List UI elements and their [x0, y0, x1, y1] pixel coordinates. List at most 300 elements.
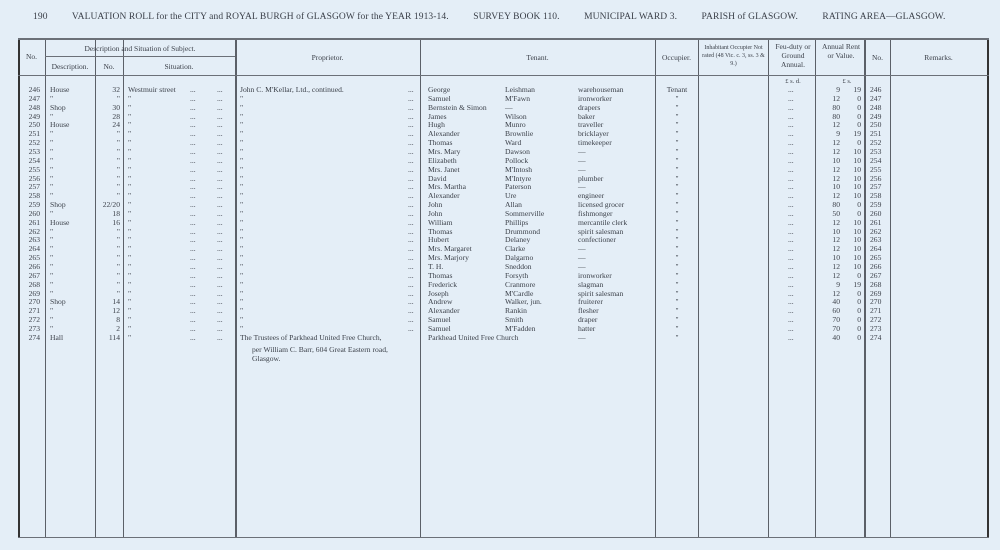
table-row [0, 227, 1000, 236]
situation-leader: ... [190, 270, 196, 280]
rent-pounds: 70 [832, 323, 840, 333]
row-number-right: 274 [870, 332, 882, 342]
tenant-surname: Walker, jun. [505, 297, 542, 307]
situation-leader: ... [217, 155, 223, 165]
house-number: " [116, 288, 120, 298]
row-number: 253 [28, 146, 40, 156]
rent-shillings: 0 [857, 111, 861, 121]
house-number: " [116, 270, 120, 280]
situation-leader: ... [217, 323, 223, 333]
occupier: " [675, 120, 679, 130]
table-row [0, 147, 1000, 156]
occupier: " [675, 253, 679, 263]
description: " [50, 226, 54, 236]
row-number: 274 [28, 332, 40, 342]
situation: " [128, 297, 132, 307]
tenant-surname: Paterson [505, 182, 532, 192]
tenant-first-name: Thomas [428, 138, 453, 148]
situation: " [128, 155, 132, 165]
feu-duty: ... [788, 138, 794, 148]
situation-leader: ... [190, 191, 196, 201]
proprietor: " [240, 191, 244, 201]
rent-shillings: 10 [853, 262, 861, 271]
tenant-surname: Dawson [505, 146, 530, 156]
tenant-occupation: — [578, 182, 586, 192]
table-row [0, 129, 1000, 138]
row-number: 271 [28, 306, 40, 316]
rent-pounds: 12 [832, 146, 840, 156]
proprietor: " [240, 208, 244, 218]
row-number: 249 [28, 111, 40, 121]
occupier: " [675, 332, 679, 342]
situation-leader: ... [190, 102, 196, 112]
table-row [0, 182, 1000, 191]
tenant-surname: Smith [505, 315, 524, 325]
header-no-right: No. [871, 53, 884, 62]
tenant-first-name: Hubert [428, 235, 450, 245]
situation-leader: ... [217, 182, 223, 192]
proprietor-leader: ... [408, 182, 414, 192]
tenant-occupation: fruiterer [578, 297, 603, 307]
proprietor-leader: ... [408, 306, 414, 316]
row-number-right: 255 [870, 164, 882, 174]
tenant-occupation: — [578, 146, 586, 156]
tenant-first-name: Mrs. Marjory [428, 253, 469, 263]
description: " [50, 262, 54, 271]
proprietor-leader: ... [408, 111, 414, 121]
row-number-right: 246 [870, 85, 882, 94]
tenant-first-name: Alexander [428, 129, 460, 139]
rent-pounds: 70 [832, 315, 840, 325]
row-number-right: 258 [870, 191, 882, 201]
page-number: 190 [33, 12, 48, 22]
situation: " [128, 129, 132, 139]
occupier: " [675, 315, 679, 325]
row-number: 255 [28, 164, 40, 174]
occupier: " [675, 270, 679, 280]
situation: " [128, 173, 132, 183]
proprietor-continuation-2: Glasgow. [252, 354, 281, 363]
situation-leader: ... [190, 306, 196, 316]
situation-leader: ... [190, 93, 196, 103]
page-header [33, 12, 967, 22]
situation: " [128, 244, 132, 254]
tenant-first-name: Alexander [428, 191, 460, 201]
row-number: 254 [28, 155, 40, 165]
description: " [50, 253, 54, 263]
rent-shillings: 0 [857, 323, 861, 333]
proprietor-leader: ... [408, 155, 414, 165]
situation-leader: ... [217, 279, 223, 289]
tenant-surname: M'Intosh [505, 164, 533, 174]
situation: " [128, 138, 132, 148]
rent-shillings: 0 [857, 270, 861, 280]
description: House [50, 120, 70, 130]
table-row [0, 324, 1000, 333]
situation-leader: ... [190, 315, 196, 325]
feu-duty: ... [788, 120, 794, 130]
proprietor-leader: ... [408, 253, 414, 263]
rent-pounds: 12 [832, 288, 840, 298]
proprietor: " [240, 306, 244, 316]
header-proprietor: Proprietor. [311, 53, 344, 62]
situation: " [128, 332, 132, 342]
proprietor: " [240, 120, 244, 130]
proprietor-leader: ... [408, 138, 414, 148]
rent-shillings: 10 [853, 253, 861, 263]
rent-shillings: 0 [857, 288, 861, 298]
situation: " [128, 111, 132, 121]
proprietor: " [240, 146, 244, 156]
rent-pounds: 9 [836, 279, 840, 289]
rent-pounds: 12 [832, 244, 840, 254]
occupier: " [675, 173, 679, 183]
feu-duty: ... [788, 315, 794, 325]
house-number: 12 [112, 306, 120, 316]
feu-duty: ... [788, 85, 794, 94]
situation: Westmuir street [128, 85, 176, 94]
situation: " [128, 270, 132, 280]
feu-duty: ... [788, 208, 794, 218]
row-number: 247 [28, 93, 40, 103]
feu-duty: ... [788, 226, 794, 236]
proprietor-leader: ... [408, 120, 414, 130]
header-no: No. [25, 52, 38, 61]
situation-leader: ... [217, 200, 223, 210]
tenant-first-name: Parkhead United Free Church [428, 332, 519, 342]
table-bottom-rule [18, 537, 989, 538]
situation-leader: ... [190, 85, 196, 94]
proprietor: " [240, 297, 244, 307]
table-row [0, 253, 1000, 262]
situation: " [128, 226, 132, 236]
description: Shop [50, 297, 66, 307]
house-number: " [116, 253, 120, 263]
situation: " [128, 288, 132, 298]
occupier: " [675, 129, 679, 139]
rent-pounds: 9 [836, 129, 840, 139]
situation-leader: ... [190, 244, 196, 254]
occupier: " [675, 164, 679, 174]
occupier: " [675, 244, 679, 254]
tenant-surname: Sommerville [505, 208, 545, 218]
tenant-surname: Leishman [505, 85, 535, 94]
proprietor: " [240, 182, 244, 192]
situation: " [128, 93, 132, 103]
feu-duty: ... [788, 111, 794, 121]
table-row [0, 315, 1000, 324]
tenant-surname: Rankin [505, 306, 527, 316]
proprietor: " [240, 111, 244, 121]
tenant-surname: M'Cardle [505, 288, 534, 298]
table-row [0, 138, 1000, 147]
occupier: " [675, 288, 679, 298]
feu-duty: ... [788, 217, 794, 227]
table-row [0, 120, 1000, 129]
proprietor: " [240, 288, 244, 298]
tenant-occupation: slagman [578, 279, 604, 289]
situation-leader: ... [190, 253, 196, 263]
tenant-first-name: Thomas [428, 270, 453, 280]
situation-leader: ... [190, 146, 196, 156]
situation-leader: ... [190, 182, 196, 192]
description: " [50, 164, 54, 174]
situation-leader: ... [217, 173, 223, 183]
description: " [50, 111, 54, 121]
house-number: 14 [112, 297, 120, 307]
table-row [0, 289, 1000, 298]
feu-duty: ... [788, 297, 794, 307]
situation-leader: ... [190, 129, 196, 139]
description: Hall [50, 332, 64, 342]
feu-duty: ... [788, 235, 794, 245]
occupier: " [675, 226, 679, 236]
row-number-right: 254 [870, 155, 882, 165]
row-number: 256 [28, 173, 40, 183]
rent-shillings: 19 [853, 279, 861, 289]
proprietor-leader: ... [408, 323, 414, 333]
situation: " [128, 235, 132, 245]
tenant-first-name: Thomas [428, 226, 453, 236]
proprietor-leader: ... [408, 164, 414, 174]
proprietor-leader: ... [408, 226, 414, 236]
row-number-right: 261 [870, 217, 882, 227]
house-number: " [116, 244, 120, 254]
tenant-surname: Phillips [505, 217, 529, 227]
situation-leader: ... [217, 288, 223, 298]
rent-pounds: 12 [832, 262, 840, 271]
rent-shillings: 10 [853, 235, 861, 245]
tenant-first-name: James [428, 111, 447, 121]
row-number: 252 [28, 138, 40, 148]
house-number: 16 [112, 217, 120, 227]
rent-pounds: 80 [832, 200, 840, 210]
row-number: 270 [28, 297, 40, 307]
tenant-first-name: Joseph [428, 288, 449, 298]
tenant-first-name: John [428, 200, 443, 210]
occupier: " [675, 146, 679, 156]
description: " [50, 173, 54, 183]
description: " [50, 288, 54, 298]
house-number: " [116, 173, 120, 183]
situation-leader: ... [217, 315, 223, 325]
rent-pounds: 12 [832, 93, 840, 103]
row-number-right: 270 [870, 297, 882, 307]
survey-book: SURVEY BOOK 110. [473, 12, 560, 22]
feu-duty: ... [788, 270, 794, 280]
tenant-first-name: T. H. [428, 262, 444, 271]
rent-pounds: 12 [832, 191, 840, 201]
table-row [0, 306, 1000, 315]
description: " [50, 93, 54, 103]
header-remarks: Remarks. [924, 53, 953, 62]
situation-leader: ... [190, 155, 196, 165]
tenant-first-name: Samuel [428, 93, 451, 103]
situation-leader: ... [217, 235, 223, 245]
house-number: " [116, 146, 120, 156]
header-annual-rent: Annual Rent or Value. [821, 42, 861, 60]
situation-leader: ... [217, 262, 223, 271]
row-number: 248 [28, 102, 40, 112]
occupier: " [675, 191, 679, 201]
rent-shillings: 0 [857, 93, 861, 103]
house-number: 18 [112, 208, 120, 218]
rent-shillings: 0 [857, 138, 861, 148]
proprietor: " [240, 323, 244, 333]
house-number: " [116, 138, 120, 148]
proprietor-continuation-1: per William C. Barr, 604 Great Eastern road, [252, 345, 388, 354]
proprietor-leader: ... [408, 85, 414, 94]
situation-leader: ... [217, 129, 223, 139]
house-number: " [116, 191, 120, 201]
rent-shillings: 10 [853, 182, 861, 192]
feu-duty: ... [788, 306, 794, 316]
tenant-occupation: baker [578, 111, 595, 121]
proprietor: The Trustees of Parkhead United Free Church, [240, 332, 382, 342]
occupier: " [675, 200, 679, 210]
row-number: 272 [28, 315, 40, 325]
tenant-surname: Wilson [505, 111, 527, 121]
tenant-surname: Brownlie [505, 129, 534, 139]
tenant-surname: Sneddon [505, 262, 532, 271]
description: " [50, 235, 54, 245]
description: House [50, 85, 70, 94]
situation-leader: ... [217, 208, 223, 218]
tenant-surname: Pollock [505, 155, 529, 165]
rent-shillings: 10 [853, 155, 861, 165]
proprietor: " [240, 173, 244, 183]
situation: " [128, 208, 132, 218]
rent-pounds: 12 [832, 138, 840, 148]
occupier: " [675, 111, 679, 121]
description: " [50, 146, 54, 156]
proprietor-leader: ... [408, 270, 414, 280]
table-top-rule [18, 38, 989, 40]
feu-duty: ... [788, 155, 794, 165]
table-row [0, 191, 1000, 200]
proprietor-leader: ... [408, 262, 414, 271]
tenant-first-name: Mrs. Margaret [428, 244, 472, 254]
house-number: 8 [116, 315, 120, 325]
tenant-surname: M'Intyre [505, 173, 532, 183]
row-number-right: 257 [870, 182, 882, 192]
rent-shillings: 0 [857, 306, 861, 316]
rent-pounds: 12 [832, 120, 840, 130]
tenant-occupation: spirit salesman [578, 288, 624, 298]
tenant-surname: Allan [505, 200, 522, 210]
parish: PARISH of GLASGOW. [701, 12, 798, 22]
row-number: 246 [28, 85, 40, 94]
feu-duty: ... [788, 244, 794, 254]
rent-pounds: 10 [832, 253, 840, 263]
header-situation: Situation. [164, 62, 194, 71]
row-number-right: 251 [870, 129, 882, 139]
feu-duty: ... [788, 93, 794, 103]
situation-leader: ... [190, 262, 196, 271]
row-number-right: 252 [870, 138, 882, 148]
proprietor: " [240, 200, 244, 210]
description: " [50, 323, 54, 333]
tenant-surname: Delaney [505, 235, 531, 245]
rent-pounds: 80 [832, 102, 840, 112]
tenant-first-name: Elizabeth [428, 155, 457, 165]
header-occupier: Occupier. [662, 53, 691, 62]
tenant-occupation: fishmonger [578, 208, 613, 218]
tenant-first-name: Hugh [428, 120, 445, 130]
row-number-right: 266 [870, 262, 882, 271]
occupier: Tenant [666, 85, 688, 94]
table-row [0, 103, 1000, 112]
tenant-first-name: Bernstein & Simon [428, 102, 487, 112]
feu-duty: ... [788, 129, 794, 139]
situation-leader: ... [190, 226, 196, 236]
house-number: 30 [112, 102, 120, 112]
row-number-right: 263 [870, 235, 882, 245]
situation-leader: ... [190, 200, 196, 210]
situation-leader: ... [217, 244, 223, 254]
description: " [50, 244, 54, 254]
situation: " [128, 306, 132, 316]
rent-shillings: 10 [853, 191, 861, 201]
row-number: 267 [28, 270, 40, 280]
situation: " [128, 191, 132, 201]
proprietor-leader: ... [408, 217, 414, 227]
proprietor-leader: ... [408, 93, 414, 103]
tenant-occupation: — [578, 244, 586, 254]
situation-leader: ... [217, 217, 223, 227]
proprietor-leader: ... [408, 208, 414, 218]
table-row [0, 218, 1000, 227]
tenant-surname: Cranmore [505, 279, 536, 289]
rent-pounds: 10 [832, 226, 840, 236]
rent-shillings: 0 [857, 200, 861, 210]
situation-leader: ... [217, 85, 223, 94]
situation-leader: ... [190, 297, 196, 307]
situation: " [128, 146, 132, 156]
feu-duty: ... [788, 146, 794, 156]
table-row [0, 235, 1000, 244]
rent-shillings: 10 [853, 217, 861, 227]
rent-pounds: 80 [832, 111, 840, 121]
tenant-surname: M'Fadden [505, 323, 536, 333]
ward: MUNICIPAL WARD 3. [584, 12, 678, 22]
rent-pounds: 12 [832, 164, 840, 174]
row-number-right: 256 [870, 173, 882, 183]
proprietor-leader: ... [408, 191, 414, 201]
tenant-occupation: — [578, 155, 586, 165]
description: " [50, 306, 54, 316]
house-number: 2 [116, 323, 120, 333]
row-number-right: 265 [870, 253, 882, 263]
description: " [50, 208, 54, 218]
table-row [0, 112, 1000, 121]
row-number: 268 [28, 279, 40, 289]
rent-pounds: 50 [832, 208, 840, 218]
table-row [0, 297, 1000, 306]
situation-leader: ... [190, 323, 196, 333]
tenant-occupation: timekeeper [578, 138, 612, 148]
house-number: " [116, 235, 120, 245]
rent-pounds: 12 [832, 173, 840, 183]
tenant-occupation: — [578, 253, 586, 263]
table-row [0, 200, 1000, 209]
feu-duty: ... [788, 253, 794, 263]
rent-shillings: 10 [853, 146, 861, 156]
header-bottom-rule [18, 75, 989, 76]
tenant-occupation: ironworker [578, 93, 612, 103]
situation-leader: ... [217, 164, 223, 174]
occupier: " [675, 297, 679, 307]
